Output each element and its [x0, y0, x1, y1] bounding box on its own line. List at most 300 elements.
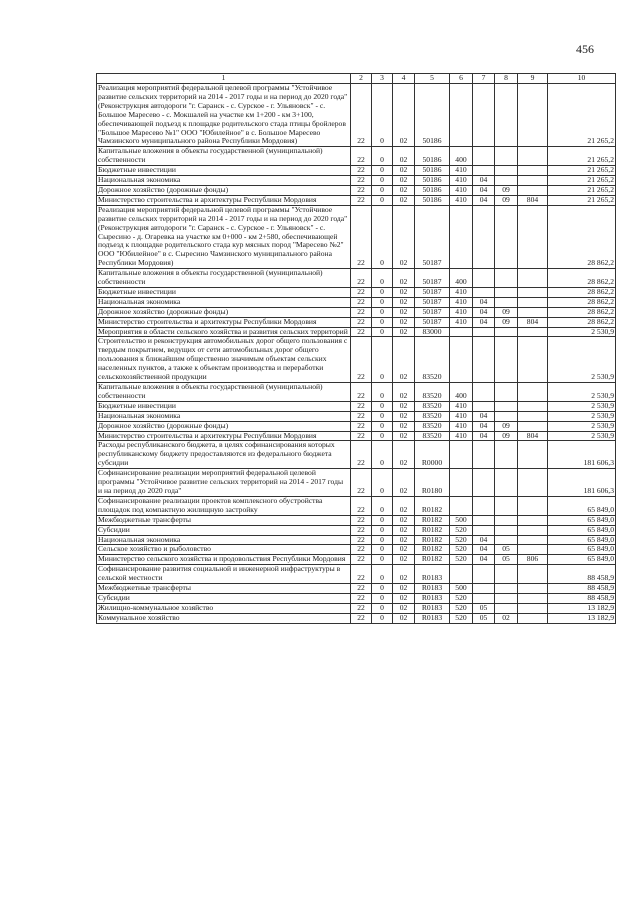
row-amount-cell: 65 849,0 — [548, 515, 616, 525]
row-code-cell: R0000 — [415, 441, 450, 469]
row-code-cell: 0 — [372, 441, 393, 469]
table-row — [97, 593, 616, 603]
row-code-cell: 02 — [393, 613, 415, 623]
row-code-cell — [518, 525, 548, 535]
row-code-cell — [518, 411, 548, 421]
row-code-cell: 0 — [372, 515, 393, 525]
row-code-cell: 0 — [372, 84, 393, 147]
row-code-cell: 02 — [393, 603, 415, 613]
row-code-cell — [495, 166, 518, 176]
table-body — [97, 84, 616, 624]
row-code-cell: 02 — [393, 287, 415, 297]
row-name-cell: Реализация мероприятий федеральной целевой программы "Устойчивое развитие сельских территорий на 2014 - 2017 годы и на период до 2020 года" (Реконструкция автодороги "г. Саранск - с. Сурское - г. Ульяновск" - с. Сыресино - д. Огаревка на участке км 0+000 - км 2+580, обеспечивающей подъезд к площадке родительского стада кур мясных пород "Маресево №2" ООО "Юбилейное" в с. Сыресино Чамзинского муниципального района Республики Мордовия) — [97, 205, 351, 268]
row-code-cell: 0 — [372, 327, 393, 337]
row-code-cell — [518, 84, 548, 147]
row-name-cell: Жилищно-коммунальное хозяйство — [97, 603, 351, 613]
row-code-cell: 22 — [351, 431, 372, 441]
row-code-cell — [473, 205, 495, 268]
row-amount-cell: 28 862,2 — [548, 297, 616, 307]
row-name-cell: Национальная экономика — [97, 535, 351, 545]
row-code-cell — [473, 496, 495, 515]
row-code-cell: 400 — [450, 383, 473, 402]
row-code-cell: 02 — [393, 411, 415, 421]
row-code-cell: 410 — [450, 431, 473, 441]
row-code-cell — [473, 469, 495, 497]
row-code-cell — [495, 469, 518, 497]
row-code-cell: 04 — [473, 185, 495, 195]
row-code-cell: 500 — [450, 584, 473, 594]
row-amount-cell: 2 530,9 — [548, 421, 616, 431]
row-code-cell: 400 — [450, 269, 473, 288]
row-code-cell: 0 — [372, 147, 393, 166]
row-code-cell — [495, 515, 518, 525]
row-code-cell: 410 — [450, 166, 473, 176]
row-code-cell: 410 — [450, 421, 473, 431]
row-code-cell: R0180 — [415, 469, 450, 497]
row-code-cell: 0 — [372, 166, 393, 176]
row-code-cell — [473, 166, 495, 176]
row-amount-cell: 2 530,9 — [548, 327, 616, 337]
row-code-cell — [495, 525, 518, 535]
row-code-cell — [518, 535, 548, 545]
row-code-cell: 02 — [393, 441, 415, 469]
row-code-cell: 520 — [450, 593, 473, 603]
row-code-cell: 83520 — [415, 411, 450, 421]
row-amount-cell: 28 862,2 — [548, 307, 616, 317]
table-row — [97, 176, 616, 186]
row-amount-cell: 2 530,9 — [548, 431, 616, 441]
row-code-cell — [518, 337, 548, 383]
row-code-cell: 09 — [495, 185, 518, 195]
table-row — [97, 515, 616, 525]
row-amount-cell: 13 182,9 — [548, 603, 616, 613]
row-code-cell: 50186 — [415, 147, 450, 166]
row-code-cell — [473, 383, 495, 402]
row-code-cell: 02 — [393, 401, 415, 411]
table-row — [97, 401, 616, 411]
row-code-cell: 0 — [372, 287, 393, 297]
table-row — [97, 584, 616, 594]
row-code-cell: 02 — [393, 545, 415, 555]
row-code-cell: 50187 — [415, 205, 450, 268]
row-code-cell: 520 — [450, 603, 473, 613]
row-code-cell: 22 — [351, 421, 372, 431]
row-code-cell — [495, 147, 518, 166]
row-code-cell: 0 — [372, 555, 393, 565]
row-code-cell: 410 — [450, 185, 473, 195]
row-code-cell — [518, 565, 548, 584]
column-header-2: 2 — [351, 74, 372, 84]
column-header-9: 9 — [518, 74, 548, 84]
row-code-cell: 0 — [372, 383, 393, 402]
row-code-cell: 0 — [372, 307, 393, 317]
row-code-cell: 0 — [372, 535, 393, 545]
row-code-cell — [518, 584, 548, 594]
row-code-cell — [518, 383, 548, 402]
row-code-cell — [518, 269, 548, 288]
row-amount-cell: 28 862,2 — [548, 287, 616, 297]
row-code-cell: 0 — [372, 431, 393, 441]
table-row — [97, 469, 616, 497]
row-code-cell: 02 — [393, 297, 415, 307]
row-code-cell: 22 — [351, 584, 372, 594]
row-code-cell: 22 — [351, 297, 372, 307]
table-row — [97, 496, 616, 515]
row-code-cell: 02 — [393, 421, 415, 431]
row-name-cell: Мероприятия в области сельского хозяйства и развития сельских территорий — [97, 327, 351, 337]
row-code-cell: 520 — [450, 555, 473, 565]
row-code-cell: 0 — [372, 603, 393, 613]
row-code-cell: 0 — [372, 545, 393, 555]
row-name-cell: Дорожное хозяйство (дорожные фонды) — [97, 307, 351, 317]
row-code-cell: 83520 — [415, 421, 450, 431]
row-code-cell: 50187 — [415, 317, 450, 327]
row-amount-cell: 28 862,2 — [548, 269, 616, 288]
row-name-cell: Реализация мероприятий федеральной целевой программы "Устойчивое развитие сельских территорий на 2014 - 2017 годы и на период до 2020 года" (Реконструкция автодороги "г. Саранск - с. Сурское - г. Ульяновск" - с. Большое Маресево - с. Мокшалей на участке км 1+200 - км 3+100, обеспечивающей подъезд к площадке родительского стада птицы бройлеров "Большое Маресево №1" ООО "Юбилейное" в с. Большое Маресево Чамзинского муниципального района Республики Мордовия) — [97, 84, 351, 147]
table-row — [97, 287, 616, 297]
row-code-cell: 0 — [372, 269, 393, 288]
row-amount-cell: 28 862,2 — [548, 205, 616, 268]
table-row — [97, 317, 616, 327]
row-code-cell: 22 — [351, 515, 372, 525]
row-code-cell — [450, 84, 473, 147]
row-code-cell: 04 — [473, 421, 495, 431]
table-row — [97, 565, 616, 584]
row-code-cell: 09 — [495, 195, 518, 205]
row-code-cell — [495, 411, 518, 421]
row-code-cell: 50187 — [415, 297, 450, 307]
row-code-cell: 02 — [393, 176, 415, 186]
row-code-cell: 50186 — [415, 166, 450, 176]
row-code-cell: 02 — [393, 525, 415, 535]
row-code-cell — [450, 337, 473, 383]
row-amount-cell: 21 265,2 — [548, 185, 616, 195]
row-code-cell: 22 — [351, 166, 372, 176]
row-code-cell — [495, 401, 518, 411]
table-row — [97, 84, 616, 147]
row-amount-cell: 65 849,0 — [548, 555, 616, 565]
row-code-cell: 22 — [351, 401, 372, 411]
row-code-cell — [495, 269, 518, 288]
row-code-cell: 50186 — [415, 185, 450, 195]
row-name-cell: Бюджетные инвестиции — [97, 287, 351, 297]
row-code-cell: 02 — [393, 555, 415, 565]
row-code-cell: 22 — [351, 469, 372, 497]
row-amount-cell: 88 458,9 — [548, 593, 616, 603]
row-code-cell — [518, 515, 548, 525]
row-name-cell: Бюджетные инвестиции — [97, 401, 351, 411]
row-code-cell — [473, 565, 495, 584]
row-code-cell: 04 — [473, 317, 495, 327]
row-code-cell: 0 — [372, 593, 393, 603]
row-code-cell — [518, 603, 548, 613]
row-code-cell: 50186 — [415, 84, 450, 147]
row-code-cell: 02 — [393, 195, 415, 205]
column-header-4: 4 — [393, 74, 415, 84]
row-code-cell: 22 — [351, 603, 372, 613]
row-code-cell — [518, 185, 548, 195]
row-code-cell — [473, 515, 495, 525]
row-code-cell — [450, 496, 473, 515]
row-code-cell — [518, 297, 548, 307]
row-code-cell — [473, 401, 495, 411]
row-code-cell — [518, 147, 548, 166]
row-code-cell — [495, 205, 518, 268]
row-amount-cell: 13 182,9 — [548, 613, 616, 623]
row-code-cell: R0182 — [415, 525, 450, 535]
row-code-cell: 410 — [450, 297, 473, 307]
row-code-cell: 0 — [372, 584, 393, 594]
table-row — [97, 441, 616, 469]
column-header-1: 1 — [97, 74, 351, 84]
row-amount-cell: 21 265,2 — [548, 176, 616, 186]
row-amount-cell: 88 458,9 — [548, 584, 616, 594]
table-row — [97, 383, 616, 402]
row-code-cell — [518, 441, 548, 469]
row-code-cell: 04 — [473, 431, 495, 441]
column-header-10: 10 — [548, 74, 616, 84]
row-code-cell: 83520 — [415, 431, 450, 441]
row-code-cell: 02 — [393, 584, 415, 594]
row-code-cell — [450, 565, 473, 584]
row-code-cell — [450, 441, 473, 469]
row-code-cell: 22 — [351, 545, 372, 555]
row-name-cell: Межбюджетные трансферты — [97, 515, 351, 525]
row-code-cell: 50186 — [415, 195, 450, 205]
row-code-cell: R0183 — [415, 565, 450, 584]
row-code-cell — [518, 613, 548, 623]
row-code-cell: 02 — [393, 496, 415, 515]
row-code-cell — [450, 327, 473, 337]
row-code-cell — [518, 545, 548, 555]
row-code-cell — [473, 593, 495, 603]
row-code-cell: R0182 — [415, 496, 450, 515]
row-code-cell: 0 — [372, 613, 393, 623]
row-name-cell: Софинансирование развития социальной и инженерной инфраструктуры в сельской местности — [97, 565, 351, 584]
column-header-3: 3 — [372, 74, 393, 84]
row-amount-cell: 2 530,9 — [548, 411, 616, 421]
row-code-cell: 83520 — [415, 337, 450, 383]
row-code-cell: 04 — [473, 297, 495, 307]
table-row — [97, 421, 616, 431]
column-header-6: 6 — [450, 74, 473, 84]
table-row — [97, 297, 616, 307]
row-code-cell: 410 — [450, 195, 473, 205]
row-code-cell — [495, 593, 518, 603]
row-name-cell: Расходы республиканского бюджета, в целях софинансирования которых республиканскому бюджету предоставляются из федерального бюджета субсидии — [97, 441, 351, 469]
row-code-cell: 22 — [351, 337, 372, 383]
row-amount-cell: 181 606,3 — [548, 441, 616, 469]
page-number: 456 — [576, 42, 594, 56]
row-code-cell: 09 — [495, 307, 518, 317]
row-name-cell: Софинансирование реализации проектов комплексного обустройства площадок под компактную жилищную застройку — [97, 496, 351, 515]
row-code-cell: 22 — [351, 613, 372, 623]
row-code-cell — [518, 327, 548, 337]
row-code-cell: 05 — [473, 603, 495, 613]
table-row — [97, 166, 616, 176]
row-code-cell: 22 — [351, 555, 372, 565]
row-code-cell: 22 — [351, 287, 372, 297]
row-code-cell: 02 — [393, 383, 415, 402]
row-code-cell: 22 — [351, 317, 372, 327]
row-code-cell: 02 — [393, 205, 415, 268]
row-name-cell: Межбюджетные трансферты — [97, 584, 351, 594]
row-code-cell — [518, 205, 548, 268]
row-code-cell — [473, 287, 495, 297]
row-code-cell: R0182 — [415, 535, 450, 545]
row-code-cell: 520 — [450, 525, 473, 535]
row-name-cell: Субсидии — [97, 593, 351, 603]
row-name-cell: Коммунальное хозяйство — [97, 613, 351, 623]
row-code-cell: 02 — [393, 185, 415, 195]
row-name-cell: Национальная экономика — [97, 297, 351, 307]
table-header-row — [97, 74, 616, 84]
row-code-cell: 22 — [351, 496, 372, 515]
row-code-cell: 04 — [473, 176, 495, 186]
row-code-cell — [450, 205, 473, 268]
row-code-cell: 520 — [450, 535, 473, 545]
row-code-cell: 520 — [450, 545, 473, 555]
row-code-cell: 804 — [518, 431, 548, 441]
row-code-cell: 0 — [372, 411, 393, 421]
row-code-cell: 22 — [351, 84, 372, 147]
row-code-cell: 04 — [473, 195, 495, 205]
row-code-cell: 804 — [518, 317, 548, 327]
row-code-cell: 22 — [351, 383, 372, 402]
row-code-cell — [473, 525, 495, 535]
row-amount-cell: 65 849,0 — [548, 545, 616, 555]
row-code-cell: 02 — [393, 327, 415, 337]
table-row — [97, 205, 616, 268]
row-code-cell: 02 — [393, 431, 415, 441]
row-code-cell: R0182 — [415, 555, 450, 565]
column-header-5: 5 — [415, 74, 450, 84]
row-code-cell — [518, 469, 548, 497]
table-row — [97, 603, 616, 613]
row-code-cell: 0 — [372, 337, 393, 383]
row-code-cell — [495, 297, 518, 307]
row-code-cell — [495, 337, 518, 383]
row-code-cell: 500 — [450, 515, 473, 525]
row-code-cell — [495, 603, 518, 613]
row-code-cell — [495, 441, 518, 469]
row-amount-cell: 65 849,0 — [548, 525, 616, 535]
row-code-cell — [473, 584, 495, 594]
row-code-cell — [495, 84, 518, 147]
row-code-cell: 22 — [351, 176, 372, 186]
row-code-cell: 50186 — [415, 176, 450, 186]
row-code-cell: 05 — [473, 613, 495, 623]
row-code-cell: 02 — [393, 269, 415, 288]
row-code-cell: 22 — [351, 205, 372, 268]
row-code-cell: R0182 — [415, 515, 450, 525]
table-row — [97, 613, 616, 623]
row-code-cell: 0 — [372, 176, 393, 186]
row-code-cell — [495, 535, 518, 545]
row-code-cell — [495, 383, 518, 402]
row-code-cell: 22 — [351, 147, 372, 166]
row-code-cell: 02 — [393, 535, 415, 545]
row-code-cell — [473, 147, 495, 166]
row-amount-cell: 2 530,9 — [548, 337, 616, 383]
row-amount-cell: 21 265,2 — [548, 84, 616, 147]
row-name-cell: Софинансирование реализации мероприятий федеральной целевой программы "Устойчивое развитие сельских территорий на 2014 - 2017 годы и на период до 2020 года" — [97, 469, 351, 497]
row-code-cell — [518, 307, 548, 317]
row-code-cell: 02 — [393, 469, 415, 497]
row-code-cell — [495, 584, 518, 594]
row-name-cell: Капитальные вложения в объекты государственной (муниципальной) собственности — [97, 147, 351, 166]
row-code-cell: 83520 — [415, 401, 450, 411]
row-code-cell: 22 — [351, 441, 372, 469]
row-code-cell: 83000 — [415, 327, 450, 337]
column-header-7: 7 — [473, 74, 495, 84]
row-code-cell: 410 — [450, 307, 473, 317]
table-row — [97, 545, 616, 555]
row-code-cell: 05 — [495, 545, 518, 555]
row-code-cell — [495, 327, 518, 337]
row-code-cell: 0 — [372, 185, 393, 195]
row-name-cell: Строительство и реконструкция автомобильных дорог общего пользования с твердым покрытием, ведущих от сети автомобильных дорог общего пользования к ближайшим общественно значимым объектам сельских населенных пунктов, а также к объектам производства и переработки сельскохозяйственной продукции — [97, 337, 351, 383]
row-code-cell: 410 — [450, 401, 473, 411]
row-code-cell — [495, 176, 518, 186]
row-name-cell: Дорожное хозяйство (дорожные фонды) — [97, 421, 351, 431]
row-code-cell: R0183 — [415, 593, 450, 603]
row-code-cell: 400 — [450, 147, 473, 166]
row-code-cell: 0 — [372, 401, 393, 411]
row-code-cell: 22 — [351, 195, 372, 205]
row-code-cell — [473, 327, 495, 337]
row-code-cell: 02 — [393, 337, 415, 383]
row-code-cell: 0 — [372, 469, 393, 497]
row-code-cell: 410 — [450, 411, 473, 421]
row-code-cell: 0 — [372, 195, 393, 205]
row-code-cell: 22 — [351, 307, 372, 317]
row-code-cell: 806 — [518, 555, 548, 565]
row-code-cell: 0 — [372, 496, 393, 515]
row-code-cell — [495, 565, 518, 584]
row-code-cell: 22 — [351, 411, 372, 421]
row-code-cell: 04 — [473, 535, 495, 545]
row-code-cell — [518, 287, 548, 297]
row-name-cell: Министерство строительства и архитектуры Республики Мордовия — [97, 431, 351, 441]
row-code-cell: 02 — [393, 565, 415, 584]
row-name-cell: Министерство строительства и архитектуры Республики Мордовия — [97, 317, 351, 327]
row-code-cell — [518, 496, 548, 515]
row-amount-cell: 21 265,2 — [548, 195, 616, 205]
row-name-cell: Капитальные вложения в объекты государственной (муниципальной) собственности — [97, 383, 351, 402]
row-code-cell: 02 — [495, 613, 518, 623]
table-row — [97, 431, 616, 441]
row-amount-cell: 65 849,0 — [548, 535, 616, 545]
row-amount-cell: 65 849,0 — [548, 496, 616, 515]
row-code-cell: 09 — [495, 317, 518, 327]
row-code-cell: 410 — [450, 287, 473, 297]
row-code-cell: R0183 — [415, 603, 450, 613]
row-code-cell: 0 — [372, 317, 393, 327]
row-code-cell: 09 — [495, 431, 518, 441]
row-amount-cell: 2 530,9 — [548, 383, 616, 402]
row-name-cell: Дорожное хозяйство (дорожные фонды) — [97, 185, 351, 195]
row-amount-cell: 21 265,2 — [548, 147, 616, 166]
table-row — [97, 337, 616, 383]
table-row — [97, 555, 616, 565]
row-name-cell: Министерство сельского хозяйства и продовольствия Республики Мордовия — [97, 555, 351, 565]
row-code-cell — [518, 166, 548, 176]
row-amount-cell: 181 606,3 — [548, 469, 616, 497]
table-row — [97, 147, 616, 166]
row-code-cell — [495, 287, 518, 297]
row-amount-cell: 21 265,2 — [548, 166, 616, 176]
